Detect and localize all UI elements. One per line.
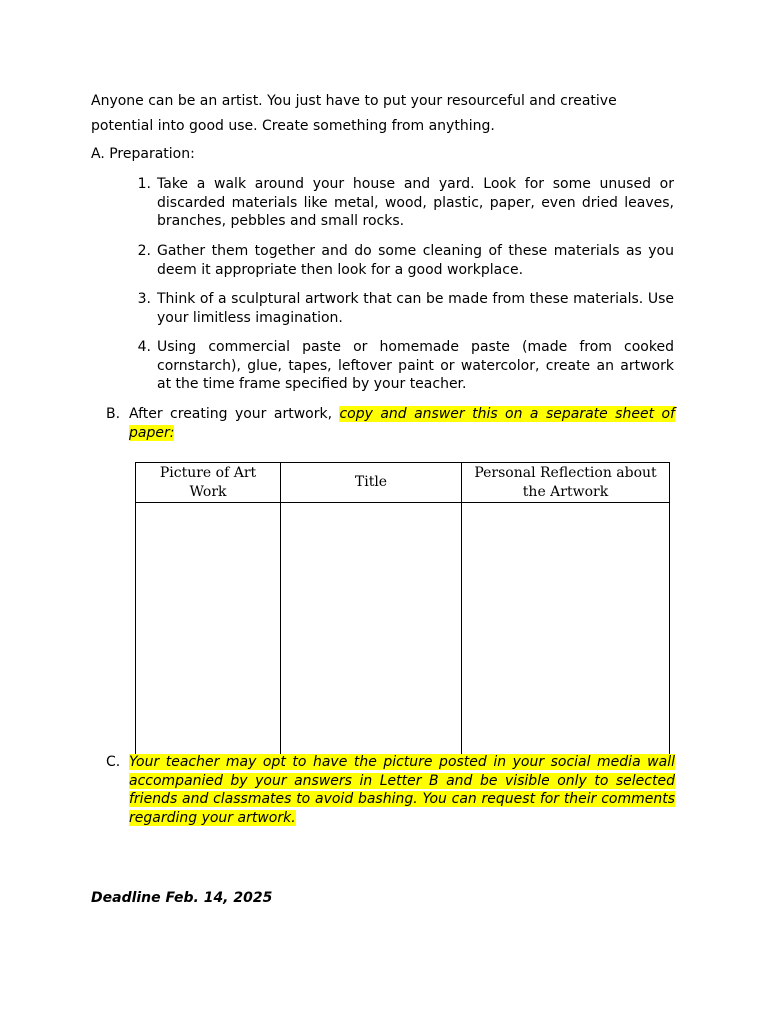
section-b-instruction: After creating your artwork, xyxy=(129,406,340,422)
section-c-highlight: Your teacher may opt to have the picture posted in your social media wall accompanied by your answers in Letter B and be visible only to selected friends and classmates to avoid bashing. You can request for their comments regarding your artwork. xyxy=(129,754,675,826)
list-item xyxy=(131,242,674,279)
list-item-number: 1. xyxy=(137,176,151,192)
list-item xyxy=(131,175,674,231)
section-b-label: B. xyxy=(106,406,121,422)
list-item-number: 3. xyxy=(137,291,151,307)
section-b-text xyxy=(129,405,675,442)
section-c-text xyxy=(129,753,675,827)
list-item-text: Think of a sculptural artwork that can be made from these materials. Use your limitless imagination. xyxy=(157,291,674,326)
list-item-text: Using commercial paste or homemade paste (made from cooked cornstarch), glue, tapes, leftover paint or watercolor, create an artwork at the time frame specified by your teacher. xyxy=(157,339,674,392)
section-c-label: C. xyxy=(106,754,121,770)
list-item-number: 2. xyxy=(137,243,151,259)
reflection-cell[interactable] xyxy=(462,503,670,754)
picture-cell[interactable] xyxy=(136,503,281,754)
list-item xyxy=(131,290,674,327)
list-item-text: Gather them together and do some cleaning of these materials as you deem it appropriate then look for a good workplace. xyxy=(157,243,674,278)
list-item-text: Take a walk around your house and yard. Look for some unused or discarded materials like metal, wood, plastic, paper, even dried leaves, branches, pebbles and small rocks. xyxy=(157,176,674,229)
title-cell[interactable] xyxy=(281,503,462,754)
section-b xyxy=(106,405,675,442)
intro-paragraph: Anyone can be an artist. You just have to put your resourceful and creative potential into good use. Create something from anything. xyxy=(91,93,617,134)
header-title: Title xyxy=(281,463,462,503)
deadline: Deadline Feb. 14, 2025 xyxy=(91,890,273,906)
section-b-highlight: copy and answer this on a separate sheet of paper: xyxy=(129,406,675,441)
header-picture: Picture of Art Work xyxy=(136,463,281,503)
list-item-number: 4. xyxy=(137,339,151,355)
section-c xyxy=(106,753,675,827)
header-reflection: Personal Reflection about the Artwork xyxy=(462,463,670,503)
reflection-table xyxy=(135,462,670,754)
list-item xyxy=(131,338,674,394)
table-header-row xyxy=(136,463,670,503)
table-row xyxy=(136,503,670,754)
section-a-heading: A. Preparation: xyxy=(91,146,195,162)
